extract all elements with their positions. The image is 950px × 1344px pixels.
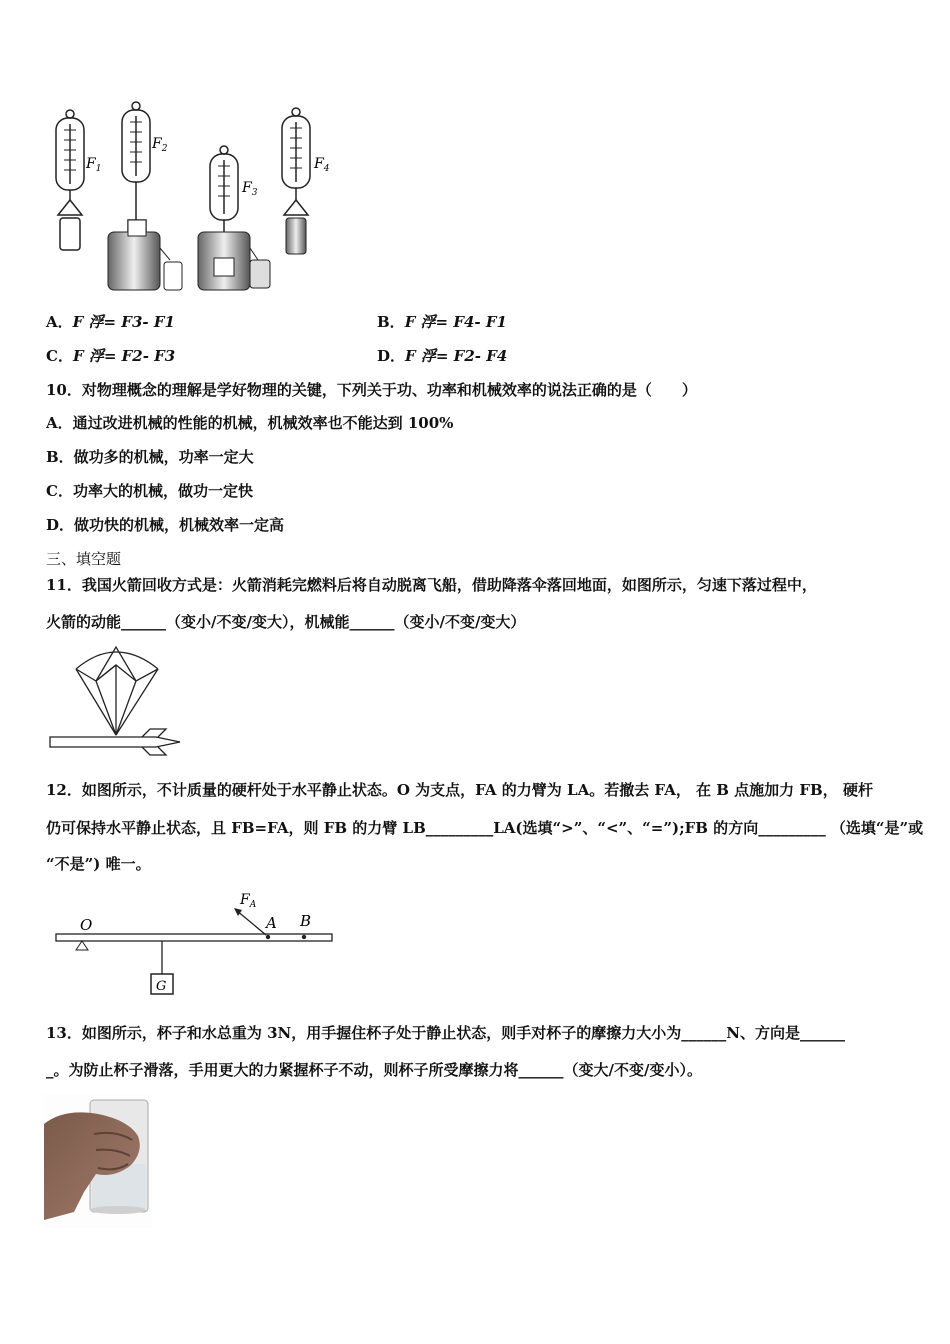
q9-option-d[interactable]: D．F 浮= F2- F4 bbox=[377, 347, 508, 365]
q12-line1: 12．如图所示，不计质量的硬杆处于水平静止状态。O 为支点，FA 的力臂为 LA。若撤去 FA， 在 B 点施加力 FB， 硬杆 bbox=[46, 781, 873, 799]
q10-option-a[interactable]: A．通过改进机械的性能的机械，机械效率也不能达到 100% bbox=[46, 414, 454, 432]
q12-line2: 仍可保持水平静止状态，且 FB=FA，则 FB 的力臂 LB_________LA(选填“>”、“<”、“=”);FB 的方向_________ （选填“是”或 bbox=[46, 819, 924, 837]
label-b: B bbox=[300, 912, 312, 930]
hand-holding-cup-photo bbox=[44, 1094, 152, 1228]
f1-label: $F_1$ bbox=[86, 156, 102, 174]
f3-label: $F_3$ bbox=[242, 180, 258, 198]
q9-option-a[interactable]: A．F 浮= F3- F1 bbox=[46, 313, 175, 331]
parachute-rocket-figure bbox=[46, 645, 186, 757]
q10-option-b[interactable]: B．做功多的机械，功率一定大 bbox=[46, 448, 254, 466]
q11-line1: 11．我国火箭回收方式是：火箭消耗完燃料后将自动脱离飞船，借助降落伞落回地面，如图所示，匀速下落过程中， bbox=[46, 576, 817, 594]
label-o: O bbox=[80, 916, 93, 934]
q10-option-c[interactable]: C．功率大的机械，做功一定快 bbox=[46, 482, 253, 500]
q12-line3: “不是”) 唯一。 bbox=[46, 855, 151, 873]
section-heading: 三、填空题 bbox=[46, 550, 122, 568]
q11-line2: 火箭的动能______（变小/不变/变大），机械能______（变小/不变/变大） bbox=[46, 613, 526, 631]
label-a: A bbox=[266, 914, 277, 932]
label-g: G bbox=[156, 979, 167, 994]
q10-stem: 10．对物理概念的理解是学好物理的关键，下列关于功、功率和机械效率的说法正确的是（ ） bbox=[46, 381, 697, 399]
spring-balance-figure bbox=[44, 100, 344, 300]
q10-option-d[interactable]: D．做功快的机械，机械效率一定高 bbox=[46, 516, 285, 534]
f2-label: $F_2$ bbox=[152, 136, 168, 154]
q13-line1: 13．如图所示，杯子和水总重为 3N，用手握住杯子处于静止状态，则手对杯子的摩擦力大小为______N、方向是______ bbox=[46, 1024, 845, 1042]
q9-option-b[interactable]: B．F 浮= F4- F1 bbox=[377, 313, 507, 331]
f4-label: $F_4$ bbox=[314, 156, 330, 174]
label-fa: $F_A$ bbox=[240, 892, 257, 910]
q9-option-c[interactable]: C．F 浮= F2- F3 bbox=[46, 347, 176, 365]
lever-figure bbox=[50, 888, 340, 1000]
q13-line2: _。为防止杯子滑落，手用更大的力紧握杯子不动，则杯子所受摩擦力将______（变大/不变/变小）。 bbox=[46, 1061, 702, 1079]
